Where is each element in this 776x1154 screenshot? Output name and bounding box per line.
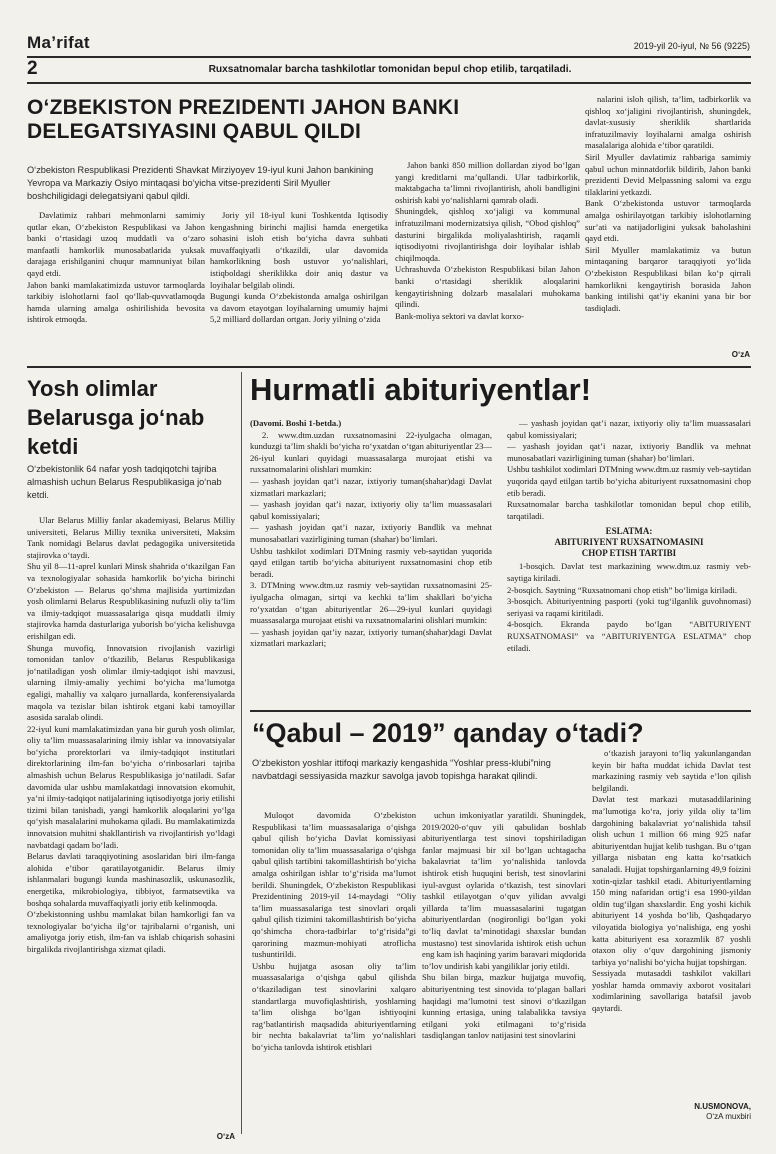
article3-title: Hurmatli abituriyentlar! <box>250 372 592 407</box>
article1-col2-text: Joriy yil 18-iyul kuni Toshkentda Iqtisodiy kengashning birinchi majlisi hamda energetika sohasini isloh etish boʻyicha davra suhbati muvaffaqiyatli oʻtkazildi, ular davomida hamkorlikning bosh ustuvor yoʻnalishlari, istiqboldagi sheriklikka doir aniq dastur va loyihalar belgilab olindi. Bugungi kunda Oʻzbekistonda amalga oshirilgan va davom etayotgan loyihalarning umumiy hajmi 5,2 milliard dollardan ortgan. Joriy yilning oʻzida <box>210 210 388 325</box>
note-sub1: ABITURIYENT RUXSATNOMASINI <box>554 537 704 548</box>
note-sub2: CHOP ETISH TARTIBI <box>581 548 677 559</box>
article3-col2-text: — yashash joyidan qatʼi nazar, ixtiyoriy oliy taʼlim muassasalari qabul komissiyalari; — yashash joyidan qatʼi nazar, ixtiyoriy Bandlik va mehnat munosabatlari vazirligining tuman (shahar) boʻlimlari. Ushbu tashkilot xodimlari DTMning www.dtm.uz rasmiy veb-saytidan yuqorida qayd etilgan tartib boʻyicha abituriyent ruxsatnomasini chop etib beradi. Ruxsatnomalar barcha tashkilotlar tomonidan bepul chop etilib, tarqatiladi. <box>507 418 751 521</box>
column-divider <box>241 372 242 1134</box>
article1-col3 <box>395 160 580 362</box>
article4-col2 <box>422 810 586 1128</box>
article4-col1-text: Muloqot davomida Oʻzbekiston Respublikasi taʼlim muassasalariga oʻqishga qabul qilish boʻyicha Davlat komissiyasi tomonidan oliy taʼlim muassasalariga oʻqishga qabul qilish tartibini takomillashtirish boʻyicha amalga oshirilgan ishlar toʻgʻrisida maʼlumot berildi. Shuningdek, Oʻzbekiston Respublikasi Prezidentining 2019-yil 14-maydagi “Oliy taʼlim muassasalariga test sinovlari orqali qabul qilish tizimini takomillashtirish boʻyicha qoʻshimcha chora-tadbirlar toʻgʻrisida”gi qarorining mazmun-mohiyati atroflicha tushuntirildi. Ushbu hujjatga asosan oliy taʼlim muassasalariga oʻqishga qabul qilishda oʻtkaziladigan test sinovlarini xalqaro standartlarga muvofiqlashtirish, yoshlarning taʼlim olishga boʻlgan ishtiyoqini ragʻbatlantirish maqsadida abituriyentlarning bir nechta bakalavriat taʼlim yoʻnalishlari boʻyicha tanlovda ishtirok etishlari <box>252 810 416 1052</box>
article4-title: “Qabul – 2019” qanday oʻtadi? <box>252 718 644 748</box>
author-name: N.USMONOVA, <box>694 1102 751 1111</box>
article1-col4 <box>585 94 751 344</box>
article1-signature: OʻzA <box>731 350 750 359</box>
article3-continued: (Davomi. Boshi 1-betda.) <box>250 418 342 428</box>
article2-body <box>27 515 235 1127</box>
article1-col1 <box>27 210 205 362</box>
header-rule-bottom <box>27 82 751 84</box>
article2-title: Yosh olimlar Belarusga joʻnab ketdi <box>27 376 205 459</box>
article4-col1 <box>252 810 416 1128</box>
article4-lead: Oʻzbekiston yoshlar ittifoqi markaziy kengashida “Yoshlar press-klubi”ning navbatdagi sessiyasida mazkur savolga javob topishga harakat qilindi. <box>252 758 551 781</box>
article2-body-text: Ular Belarus Milliy fanlar akademiyasi, Belarus Milliy universiteti, Belarus Milliy texnika universiteti, Maksim Tank nomidagi Belarus davlat pedagogika universitetida stajirovka oʻtaydi. Shu yil 8—11-aprel kunlari Minsk shahrida oʻtkazilgan Fan va texnologiyalar sohasida hamkorlik boʻyicha birinchi Oʻzbekiston — Belarus qoʻshma majlisida yurtimizdan yosh olimlarni Belarus Respublikasining nufuzli oliy taʼlim va ilmiy-tadqiqot muassasalariga qisqa muddatli ilmiy stajirovka hamda dasturlariga yuborish boʻyicha kelishuvga erishilgan edi. Shunga muvofiq, Innovatsion rivojlanish vazirligi tomonidan tanlov oʻtkazilib, Belarus Respublikasiga joʻnatiladigan yosh olimlar ilmiy-tadqiqot ishi mavzusi, ularning ilmiy-amaliy yechimi boʻyicha maʼlumotga egaligi, mahalliy va xalqaro jurnallarda, konferensiyalarda maqola va tezislar bilan ishtirok etgani kabi tamoyillar asosida saralab olindi. 22-iyul kuni mamlakatimizdan yana bir guruh yosh olimlar, oliy taʼlim muassasalarining ilmiy ishlar va innovatsiyalar boʻyicha prorektorlari va ilmiy-tadqiqot institutlari direktorlarining ilm-fan boʻyicha oʻrinbosarlari tajriba almashish uchun Belarus Respublikasiga joʻnatiladi. Safar davomida ular ushbu mamlakatdagi innovatsion ekomuhit, yaʼni ilmiy-tadqiqot natijalarining iqtisodiyotga joriy etilishi tizimi bilan tanishadi, yangi hamkorlik aloqalarini yoʻlga qoʻyish masalalarini muhokama qiladi. Bu mamlakatimizda innovatsion muhitni shakllantirish va rivojlantirish yoʻldagi navbatdagi qadam boʻladi. Belarus davlati taraqqiyotining asoslaridan biri ilm-fanga alohida eʼtibor qaratilayotganidir. Belarus ilmiy ishlanmalari bugungi kunda mashinasozlik, uskunasozlik, energetika, mikrobiologiya, tibbiyot, farmatsevtika va boshqa sohalarda muvaffaqiyatli joriy etib kelinmoqda. Oʻzbekistonning ushbu mamlakat bilan hamkorligi fan va texnologiyalar boʻyicha ilgʻor tajribalarni oʻrganish, uni amaliyotga joriy etish, ilm-fan va ishlab chiqarish sohasini birgalikda rivojlantirishga xizmat qiladi. <box>27 515 235 954</box>
article1-title-line2: DELEGATSIYASINI QABUL QILDI <box>27 120 362 143</box>
masthead: Maʼrifat <box>27 33 90 52</box>
article1-title <box>27 96 582 144</box>
article1-col1-text: Davlatimiz rahbari mehmonlarni samimiy qutlar ekan, Oʻzbekiston Respublikasi va Jahon banki oʻrtasidagi uzoq muddatli va oʻzaro manfaatli hamkorlik munosabatlarida yuksak darajaga erishilganini chuqur mamnuniyat bilan qayd etdi. Jahon banki mamlakatimizda ustuvor tarmoqlarda tarkibiy islohotlarni faol qoʻllab-quvvatlamoqda hamda ularning amalga oshirilishida bevosita ishtirok etmoqda. <box>27 210 205 325</box>
page-number: 2 <box>27 58 38 79</box>
article4-col2-text: uchun imkoniyatlar yaratildi. Shuningdek, 2019/2020-oʻquv yili qabulidan boshlab abituriyentlarga test sinovi topshiriladigan fanlar majmuasi bir xil boʻlgan uchtagacha bakalavriat taʼlim yoʻnalishida tanlovda ishtirok etish huquqini berish, test sinovlarini iyul-avgust oylarida oʻtkazish, test sinovlari tashkil etilayotgan oʻquv yilidan avvalgi yillarda taʼlim muassasalarini tugatgan abituriyentlardan (nogironligi boʻlgan yoki toʻliq davlat taʼminotidagi shaxslar bundan mustasno) test sinovlarida ishtirok etish uchun eng kam ish haqining yarim baravari miqdorida toʼlov undirish kabi yangiliklar joriy etildi. Shu bilan birga, mazkur hujjatga muvofiq, abituriyentning test sinovida toʻplagan ballari haqidagi maʼlumotni test sinovi oʻtkazilgan kunning ertasiga, uning talabalikka tavsiya etilgani yoki etilmagani toʻgʻrisida tasdiqlangan tanlov natijasini test sinovlarini <box>422 810 586 1041</box>
article1-lead: Oʻzbekiston Respublikasi Prezidenti Shavkat Mirziyoyev 19-iyul kuni Jahon bankining Yevropa va Markaziy Osiyo mintaqasi boʻyicha vitse-prezidenti Siril Myuller boshchiligidagi delegatsiyani qabul qildi. <box>27 165 374 201</box>
author-role: OʻzA muxbiri <box>706 1112 751 1121</box>
header-tagline: Ruxsatnomalar barcha tashkilotlar tomonidan bepul chop etilib, tarqatiladi. <box>208 64 572 75</box>
article1-col4-text: nalarini isloh qilish, taʼlim, tadbirkorlik va qishloq xoʻjaligini rivojlantirish, shuningdek, davlat-xususiy sheriklik shartlarida infratuzilmaviy loyihalarni amalga oshirish masalalariga alohida eʼtibor qaratildi. Siril Myuller davlatimiz rahbariga samimiy qabul uchun minnatdorlik bildirib, Jahon banki prezidenti Devid Melpassning salomi va ezgu tilaklarini yetkazdi. Bank Oʻzbekistonda ustuvor tarmoqlarda amalga oshirilayotgan tarkibiy islohotlarning surʼati va natijadorligini yuksak baholashini qayd etdi. Siril Myuller mamlakatimiz va butun mintaqaning barqaror taraqqiyoti yoʻlida Oʻzbekiston Respublikasi bilan koʻp qirrali hamkorlikni kengaytirish borasida Jahon banking intilishi qatʼiy ekanini yana bir bor tasdiqladi. <box>585 94 751 313</box>
article3-col1-text: 2. www.dtm.uzdan ruxsatnomasini 22-iyulgacha olmagan, kunduzgi taʼlim shakli boʻyicha roʻyxatdan oʻtgan abituriyentlar 23—26-iyul kunlari quyidagi muassasalarga murojaat etishi va ruxsatnomalarini olishlari mumkin: — yashash joyidan qatʼi nazar, ixtiyoriy tuman(shahar)dagi Davlat xizmatlari markazlari; — yashash joyidan qatʼi nazar, ixtiyoriy oliy taʼlim muassasalari qabul komissiyalari; — yashash joyidan qatʼi nazar, ixtiyoriy Bandlik va mehnat munosabatlari vazirligining tuman (shahar) boʻlimlari. Ushbu tashkilot xodimlari DTMning rasmiy veb-saytidan yuqorida qayd etilgan tartib boʻyicha abituriyent ruxsatnomasini chop etib beradi. 3. DTMning www.dtm.uz rasmiy veb-saytidan ruxsatnomasini 25-iyulgacha olmagan, sirtqi va kechki taʼlim shakllari boʻyicha roʻyxatdan oʻtgan abituriyentlar 26—29-iyul kunlari quyidagi muassasalarga murojaat etishi va ruxsatnomalarini olishlari mumkin: — yashash joyidan qatʼiy nazar, ixtiyoriy tuman(shahar)dagi Davlat xizmatlari markazlari; <box>250 429 492 649</box>
header-rule <box>27 56 751 58</box>
article1-title-line1: OʻZBEKISTON PREZIDENTI JAHON BANKI <box>27 96 460 119</box>
article3-col1 <box>250 418 492 710</box>
article3-bottom-rule <box>250 710 751 712</box>
article2-lead: Oʻzbekistonlik 64 nafar yosh tadqiqotchi tajriba almashish uchun Belarus Respublikasiga joʻnab ketdi. <box>27 464 222 500</box>
article4-author <box>620 1102 751 1122</box>
note-steps: 1-bosqich. Davlat test markazining www.dtm.uz rasmiy veb-saytiga kiriladi. 2-bosqich. Saytning “Ruxsatnomani chop etish” boʻlimiga kiriladi. 3-bosqich. Abituriyentning pasporti (yoki tugʻilganlik guvohnomasi) seriyasi va raqami kiritiladi. 4-bosqich. Ekranda paydo boʻlgan “ABITURIYENT RUXSATNOMASI” va “ABITURIYENTGA ESLATMA” chop etiladi. <box>507 561 751 653</box>
article2-signature: OʻzA <box>216 1132 235 1141</box>
note-title: ESLATMA: <box>605 526 653 537</box>
article4-col3-text: oʻtkazish jarayoni toʻliq yakunlangandan keyin bir hafta muddat ichida Davlat test markazining rasmiy veb saytida eʼlon qilish belgilandi. Davlat test markazi mutasaddilarining maʼlumotiga koʻra, joriy yilda oliy taʼlim dargohining bakalavriat yoʻnalishida tahsil olish uchun 1 million 66 ming 925 nafar abituriyentdan hujjat kelib tushgan. Bu oʻtgan yillarga nisbatan eng katta koʻrsatkich sanaladi. Hujjat topshirganlarning 49,9 foizini xotin-qizlar tashkil etadi. Abituriyentlarning 150 ming nafaridan ortigʻi esa 1990-yildan oldin tugʻilgan shaxslardir. Eng yoshi kichik abituriyent 14 yoshda boʻlib, Qashqadaryo viloyatida biologiya yoʻnalishiga, eng yoshi katta abituriyent esa xorazmlik 87 yoshli otaxon oliy oʻquv dargohining jismoniy tarbiya yoʻnalishi boʻyicha hujjat topshirgan. Sessiyada mutasaddi tashkilot vakillari yoshlar hamda ommaviy axborot vositalari xodimlarining savollariga batafsil javob qaytardi. <box>592 748 751 1014</box>
article4-col3 <box>592 748 751 1098</box>
article1-col2 <box>210 210 388 362</box>
article1-bottom-rule <box>27 366 751 368</box>
article1-col3-text: Jahon banki 850 million dollardan ziyod boʻlgan yangi kreditlarni maʼqullandi. Ular tadbirkorlik, maktabgacha taʼlimni rivojlantirish, aholi bandligini oshirish kabi yoʻnalishlarni qamrab oladi. Shuningdek, qishloq xoʻjaligi va kommunal infratuzilmani modernizatsiya qilish, “Obod qishloq” dasturini birgalikda moliyalashtirish, raqamli iqtisodiyotni rivojlantirishga doir loyihalar ishlab chiqilmoqda. Uchrashuvda Oʻzbekiston Respublikasi bilan Jahon banki oʻrtasidagi sheriklik aloqalarini kengaytirishning dolzarb masalalari muhokama qilindi. Bank-moliya sektori va davlat korxo- <box>395 160 580 321</box>
date-issue: 2019-yil 20-iyul, № 56 (9225) <box>633 41 750 51</box>
article3-col2 <box>507 418 751 710</box>
